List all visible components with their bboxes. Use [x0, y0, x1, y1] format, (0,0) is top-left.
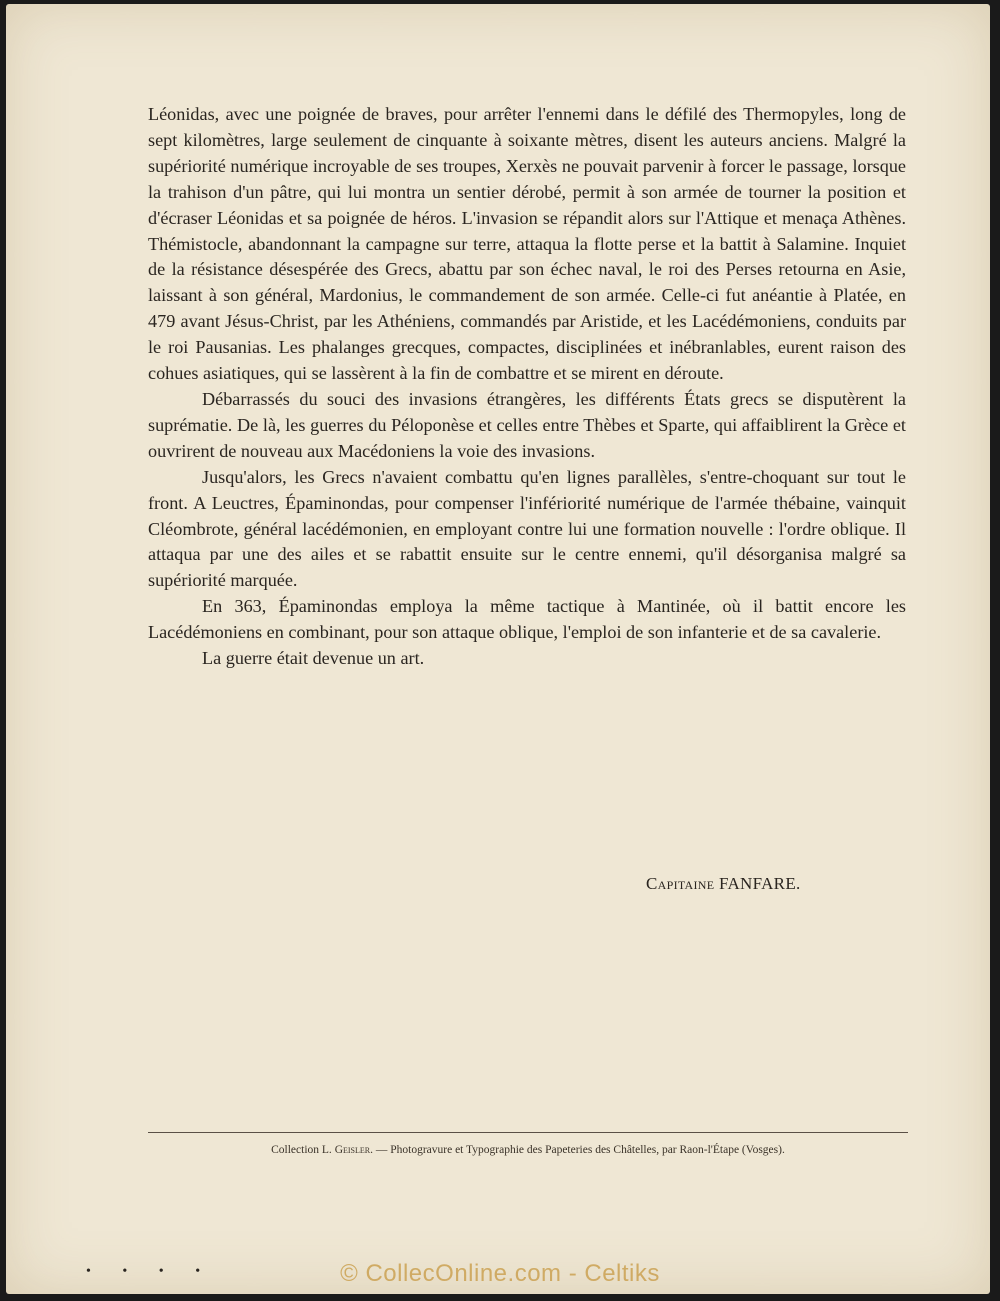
author-signature [646, 874, 801, 894]
document-page [6, 4, 990, 1294]
footer-divider [148, 1132, 908, 1133]
signature-name: FANFARE. [718, 874, 801, 893]
paragraph-5: La guerre était devenue un art. [202, 648, 425, 669]
footer-collector: Geisler [334, 1144, 371, 1156]
watermark-text: © CollecOnline.com - Celtiks [340, 1260, 660, 1287]
article-body [148, 102, 906, 672]
footer-collection: Collection L. [271, 1144, 332, 1156]
paragraph-2: Débarrassés du souci des invasions étrangères, les différents États grecs se disputèrent la suprématie. De là, les guerres du Péloponèse et celles entre Thèbes et Sparte, qui affaiblirent la Grèce et ouvrirent de nouveau aux Macédoniens la voie des invasions. [148, 388, 906, 461]
signature-rank: Capitaine [646, 874, 715, 893]
paragraph-4: En 363, Épaminondas employa la même tactique à Mantinée, où il battit encore les Lacédémoniens en combinant, pour son attaque oblique, l'emploi de son infanterie et de sa cavalerie. [148, 596, 906, 643]
footer-rest: . — Photogravure et Typographie des Papeteries des Châtelles, par Raon-l'Étape (Vosges). [370, 1144, 785, 1156]
margin-dots: • • • • [86, 1264, 215, 1279]
paragraph-3: Jusqu'alors, les Grecs n'avaient combattu qu'en lignes parallèles, s'entre-choquant sur tout le front. A Leuctres, Épaminondas, pour compenser l'infériorité numérique de l'armée thébaine, vainquit Cléombrote, général lacédémonien, en employant contre lui une formation nouvelle : l'ordre oblique. Il attaqua par une des ailes et se rabattit ensuite sur le centre ennemi, qu'il désorganisa malgré sa supériorité marquée. [148, 466, 906, 591]
imprint-footer [148, 1144, 908, 1156]
paragraph-1: Léonidas, avec une poignée de braves, pour arrêter l'ennemi dans le défilé des Thermopyles, long de sept kilomètres, large seulement de cinquante à soixante mètres, disent les auteurs anciens. Malgré la supériorité numérique incroyable de ses troupes, Xerxès ne pouvait parvenir à forcer le passage, lorsque la trahison d'un pâtre, qui lui montra un sentier dérobé, permit à son armée de tourner la position et d'écraser Léonidas et sa poignée de héros. L'invasion se répandit alors sur l'Attique et menaça Athènes. Thémistocle, abandonnant la campagne sur terre, attaqua la flotte perse et la battit à Salamine. Inquiet de la résistance désespérée des Grecs, abattu par son échec naval, le roi des Perses retourna en Asie, laissant à son général, Mardonius, le commandement de son armée. Celle-ci fut anéantie à Platée, en 479 avant Jésus-Christ, par les Athéniens, commandés par Aristide, et les Lacédémoniens, conduits par le roi Pausanias. Les phalanges grecques, compactes, disciplinées et inébranlables, eurent raison des cohues asiatiques, qui se lassèrent à la fin de combattre et se mirent en déroute. [148, 104, 906, 384]
